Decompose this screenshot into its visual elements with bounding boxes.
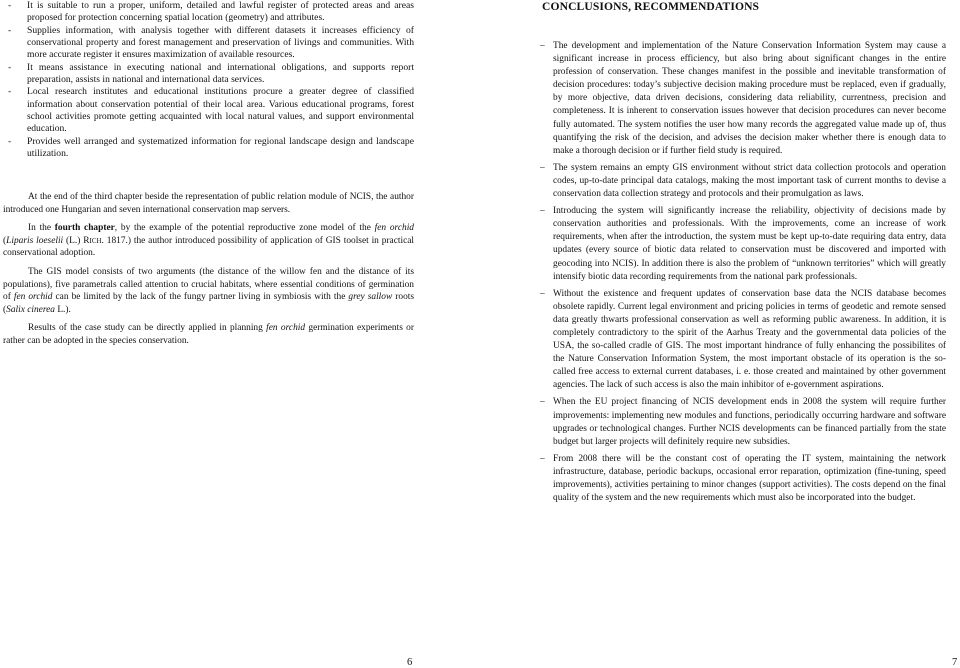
list-item xyxy=(540,453,946,505)
bullet-text: The system remains an empty GIS environment without strict data collection protocols and operation codes, up-to-date principal data catalogs, making the most important task of current months to devise a conservation data collection strategy and protocols and their promulgation as laws. xyxy=(553,162,946,200)
bullet-text: It means assistance in executing national and international obligations, and supports report preparation, assists in national and international data services. xyxy=(27,61,414,86)
paragraph-text: At the end of the third chapter beside the representation of public relation module of NCIS, the author introduced one Hungarian and seven international conservation map servers. xyxy=(3,192,414,215)
paragraph-text: roots ( xyxy=(3,292,415,315)
author-abbreviation: Rich xyxy=(83,235,102,246)
right-page xyxy=(480,0,960,666)
bullet-dash: – xyxy=(540,453,545,464)
bullet-dash: – xyxy=(540,206,545,217)
bullet-dash: – xyxy=(540,41,545,51)
bullet-text: It is suitable to run a proper, uniform, detailed and lawful register of protected areas and areas proposed for protection concerning spatial location (geometry) and attributes. xyxy=(27,0,414,24)
list-item xyxy=(8,86,414,135)
paragraph-text: L.). xyxy=(54,304,71,315)
paragraph xyxy=(3,191,414,216)
bullet-text: Supplies information, with analysis together with different datasets it increases efficiency of conservational property and forest management and preservation of livings and communities. With more accurate register it ensures maximization of available resources. xyxy=(27,24,414,61)
chapter-emphasis: fourth chapter xyxy=(54,223,115,234)
species-common-name: fen orchid xyxy=(374,223,414,234)
bullet-text: Provides well arranged and systematized information for regional landscape design and landscape utilization. xyxy=(27,135,414,160)
bullet-text: Without the existence and frequent updates of conservation base data the NCIS database becomes obsolete rapidly. Current legal environment and pricing policies in terms of geodetic and remote sensed data greatly thwarts professional conservation as well as reforming public awareness. In addition, it is completely contradictory to the spirit of the Aarhus Treaty and the governmental data policies of the USA, the so-called cradle of GIS. The most important hindrance of fully enhancing the possibilites of the Nature Conservation Information System, the most important obstacle of its operation is the so-called free access to external current databases, i. e. those created and maintained by other government agencies. The lack of such access is also the main inhibitor of e-government aspirations. xyxy=(553,288,946,391)
paragraph xyxy=(3,266,414,316)
paragraph-text: ( xyxy=(3,235,7,246)
bullet-dash: – xyxy=(540,397,545,408)
bullet-text: From 2008 there will be the constant cost of operating the IT system, maintaining the network infrastructure, database, periodic backups, occasional error reparation, optimization (fine-tuning, speed improvements), activities pertaining to minor changes (support activities). The costs depend on the final quality of the system and the new requirements which must also be incorporated into the budget. xyxy=(553,453,946,504)
page-number: 6 xyxy=(407,657,413,668)
list-item xyxy=(540,40,946,158)
bullet-dash: - xyxy=(8,0,12,11)
list-item xyxy=(540,205,946,284)
bullet-dash: - xyxy=(8,24,12,36)
bullet-dash: - xyxy=(8,61,12,73)
list-item xyxy=(8,0,414,25)
species-common-name: fen orchid xyxy=(13,292,53,303)
bullet-dash: - xyxy=(8,86,12,98)
list-item xyxy=(8,25,414,62)
bullet-dash: – xyxy=(540,288,545,299)
bullet-text: Introducing the system will significantly increase the reliability, objectivity of decisions made by conservation authorities and professionals. With the improvements, come an increase of work requirements, when after the introduction, the system must be kept up-to-date requiring data entry, data updates (every source of biotic data related to conservation must be discovered and imported with geocoding into NCIS). In addition there is also the problem of “unknown territories” which will greatly intensify biotic data recording requirements from the national park professionals. xyxy=(553,206,946,282)
list-item xyxy=(540,396,946,448)
species-scientific-name: Salix cinerea xyxy=(6,304,55,315)
paragraph-text: The GIS model consists of two arguments (the distance of the willow fen and the distance of its populations), five parametrals called attention to crucial habitats, where essential conditions of germination of xyxy=(3,266,414,303)
species-common-name: grey sallow xyxy=(348,292,393,303)
left-bullet-list xyxy=(8,0,414,160)
section-heading: CONCLUSIONS, RECOMMENDATIONS xyxy=(542,0,760,13)
page-number: 7 xyxy=(952,657,958,668)
bullet-dash: – xyxy=(540,162,545,173)
bullet-dash: - xyxy=(8,135,12,147)
left-body-text xyxy=(3,191,414,354)
bullet-text: The development and implementation of the Nature Conservation Information System may cause a significant increase in process efficiency, but also bring about significant changes in the entire profession of conservation. These changes manifest in the possible and inevitable transformation of decision procedures: today’s subjective decision making procedure must be replaced, even if gradually, by more objective, data driven decisions, considering data reliability, currentness, precision and completeness. It is inherent to conservation issues however that decision procedures can never become fully automated. The system notifies the user how many records the aggregated value made up of, thus quantifying the risk of the decision, and advises the decision maker whether there is enough data to make a thorough decision or if further field study is required. xyxy=(553,41,946,156)
paragraph-text: In the xyxy=(28,223,55,234)
list-item xyxy=(8,62,414,87)
paragraph-text: germination experiments or rather can be adopted in the species conservation. xyxy=(3,323,414,346)
list-item xyxy=(540,162,946,201)
species-scientific-name: Liparis loeselii xyxy=(6,235,64,246)
bullet-text: When the EU project financing of NCIS development ends in 2008 the system will require further improvements: implementing new modules and functions, periodically occurring hardware and software upgrades or technological changes. Further NCIS developments can be financed partially from the state budget but larger projects will definitely require new subsidies. xyxy=(553,397,946,447)
species-common-name: fen orchid xyxy=(266,323,306,334)
list-item xyxy=(540,288,946,393)
conclusions-list xyxy=(540,40,946,509)
list-item xyxy=(8,136,414,161)
left-page xyxy=(0,0,480,666)
paragraph-text: can be limited by the lack of the fungy partner living in symbiosis with the xyxy=(52,292,349,303)
paragraph xyxy=(3,322,414,347)
paragraph xyxy=(3,222,414,260)
bullet-text: Local research institutes and educational institutions procure a greater degree of classified information about conservation potential of their local area. Various educational programs, forest school activities promote getting acquainted with local natural values, and support environmental education. xyxy=(27,86,414,135)
paragraph-text: (L.) xyxy=(63,235,84,246)
paragraph-text: Results of the case study can be directly applied in planning xyxy=(28,323,267,334)
paragraph-text: , by the example of the potential reproductive zone model of the xyxy=(114,223,375,234)
paragraph-text: . 1817.) the author introduced possibility of application of GIS toolset in practical conservational adoption. xyxy=(3,235,415,259)
